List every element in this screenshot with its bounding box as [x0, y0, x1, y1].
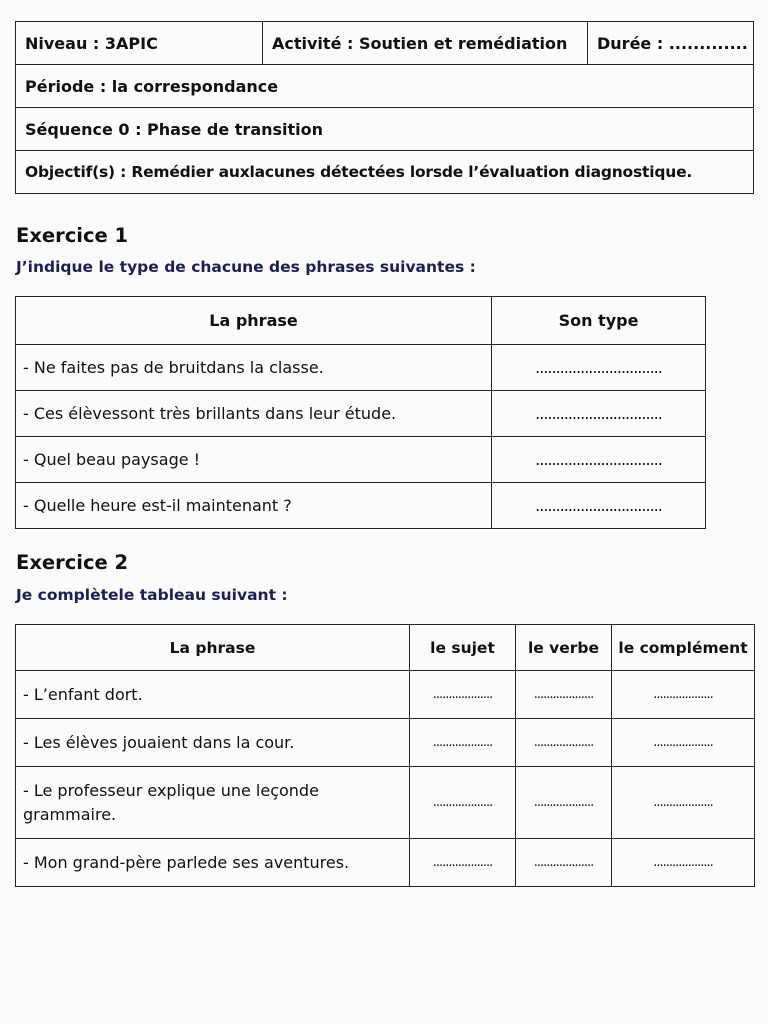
phrase-cell: - L’enfant dort.: [16, 671, 410, 719]
phrase-cell: - Les élèves jouaient dans la cour.: [16, 719, 410, 767]
verbe-answer-blank[interactable]: ...................: [516, 767, 612, 839]
exercise2-table: [15, 624, 755, 887]
exercise1-title: Exercice 1: [16, 224, 129, 247]
complement-answer-blank[interactable]: ...................: [612, 671, 755, 719]
activite-cell: Activité : Soutien et remédiation: [263, 22, 588, 65]
verbe-answer-blank[interactable]: ...................: [516, 671, 612, 719]
exercise1-table: [15, 296, 706, 529]
type-answer-blank[interactable]: ...............................: [492, 483, 706, 529]
verbe-answer-blank[interactable]: ...................: [516, 839, 612, 887]
table-header-row: [16, 625, 755, 671]
exercise1-instruction: J’indique le type de chacune des phrases suivantes :: [16, 258, 476, 276]
table-row: [16, 437, 706, 483]
column-header-sujet: le sujet: [410, 625, 516, 671]
header-table: [15, 21, 754, 194]
phrase-cell: - Quel beau paysage !: [16, 437, 492, 483]
type-answer-blank[interactable]: ...............................: [492, 391, 706, 437]
table-row: [16, 345, 706, 391]
table-row: [16, 767, 755, 839]
periode-cell: Période : la correspondance: [16, 65, 754, 108]
phrase-cell: - Mon grand-père parlede ses aventures.: [16, 839, 410, 887]
column-header-phrase: La phrase: [16, 297, 492, 345]
duree-cell: Durée : .............: [588, 22, 754, 65]
table-row: [16, 671, 755, 719]
column-header-phrase: La phrase: [16, 625, 410, 671]
table-row: [16, 839, 755, 887]
table-row: [16, 483, 706, 529]
exercise2-title: Exercice 2: [16, 551, 129, 574]
column-header-complement: le complément: [612, 625, 755, 671]
column-header-type: Son type: [492, 297, 706, 345]
complement-answer-blank[interactable]: ...................: [612, 719, 755, 767]
sujet-answer-blank[interactable]: ...................: [410, 719, 516, 767]
type-answer-blank[interactable]: ...............................: [492, 345, 706, 391]
sujet-answer-blank[interactable]: ...................: [410, 839, 516, 887]
type-answer-blank[interactable]: ...............................: [492, 437, 706, 483]
complement-answer-blank[interactable]: ...................: [612, 767, 755, 839]
sujet-answer-blank[interactable]: ...................: [410, 671, 516, 719]
table-header-row: [16, 297, 706, 345]
phrase-cell: - Quelle heure est-il maintenant ?: [16, 483, 492, 529]
niveau-cell: Niveau : 3APIC: [16, 22, 263, 65]
exercise2-instruction: Je complètele tableau suivant :: [16, 586, 288, 604]
header-row-top: [16, 22, 754, 65]
table-row: [16, 391, 706, 437]
table-row: [16, 719, 755, 767]
column-header-verbe: le verbe: [516, 625, 612, 671]
objectif-cell: Objectif(s) : Remédier auxlacunes détectées lorsde l’évaluation diagnostique.: [16, 151, 754, 194]
phrase-cell: - Ces élèvessont très brillants dans leur étude.: [16, 391, 492, 437]
verbe-answer-blank[interactable]: ...................: [516, 719, 612, 767]
sujet-answer-blank[interactable]: ...................: [410, 767, 516, 839]
complement-answer-blank[interactable]: ...................: [612, 839, 755, 887]
phrase-cell: - Ne faites pas de bruitdans la classe.: [16, 345, 492, 391]
sequence-cell: Séquence 0 : Phase de transition: [16, 108, 754, 151]
phrase-cell: - Le professeur explique une leçonde grammaire.: [16, 767, 410, 839]
